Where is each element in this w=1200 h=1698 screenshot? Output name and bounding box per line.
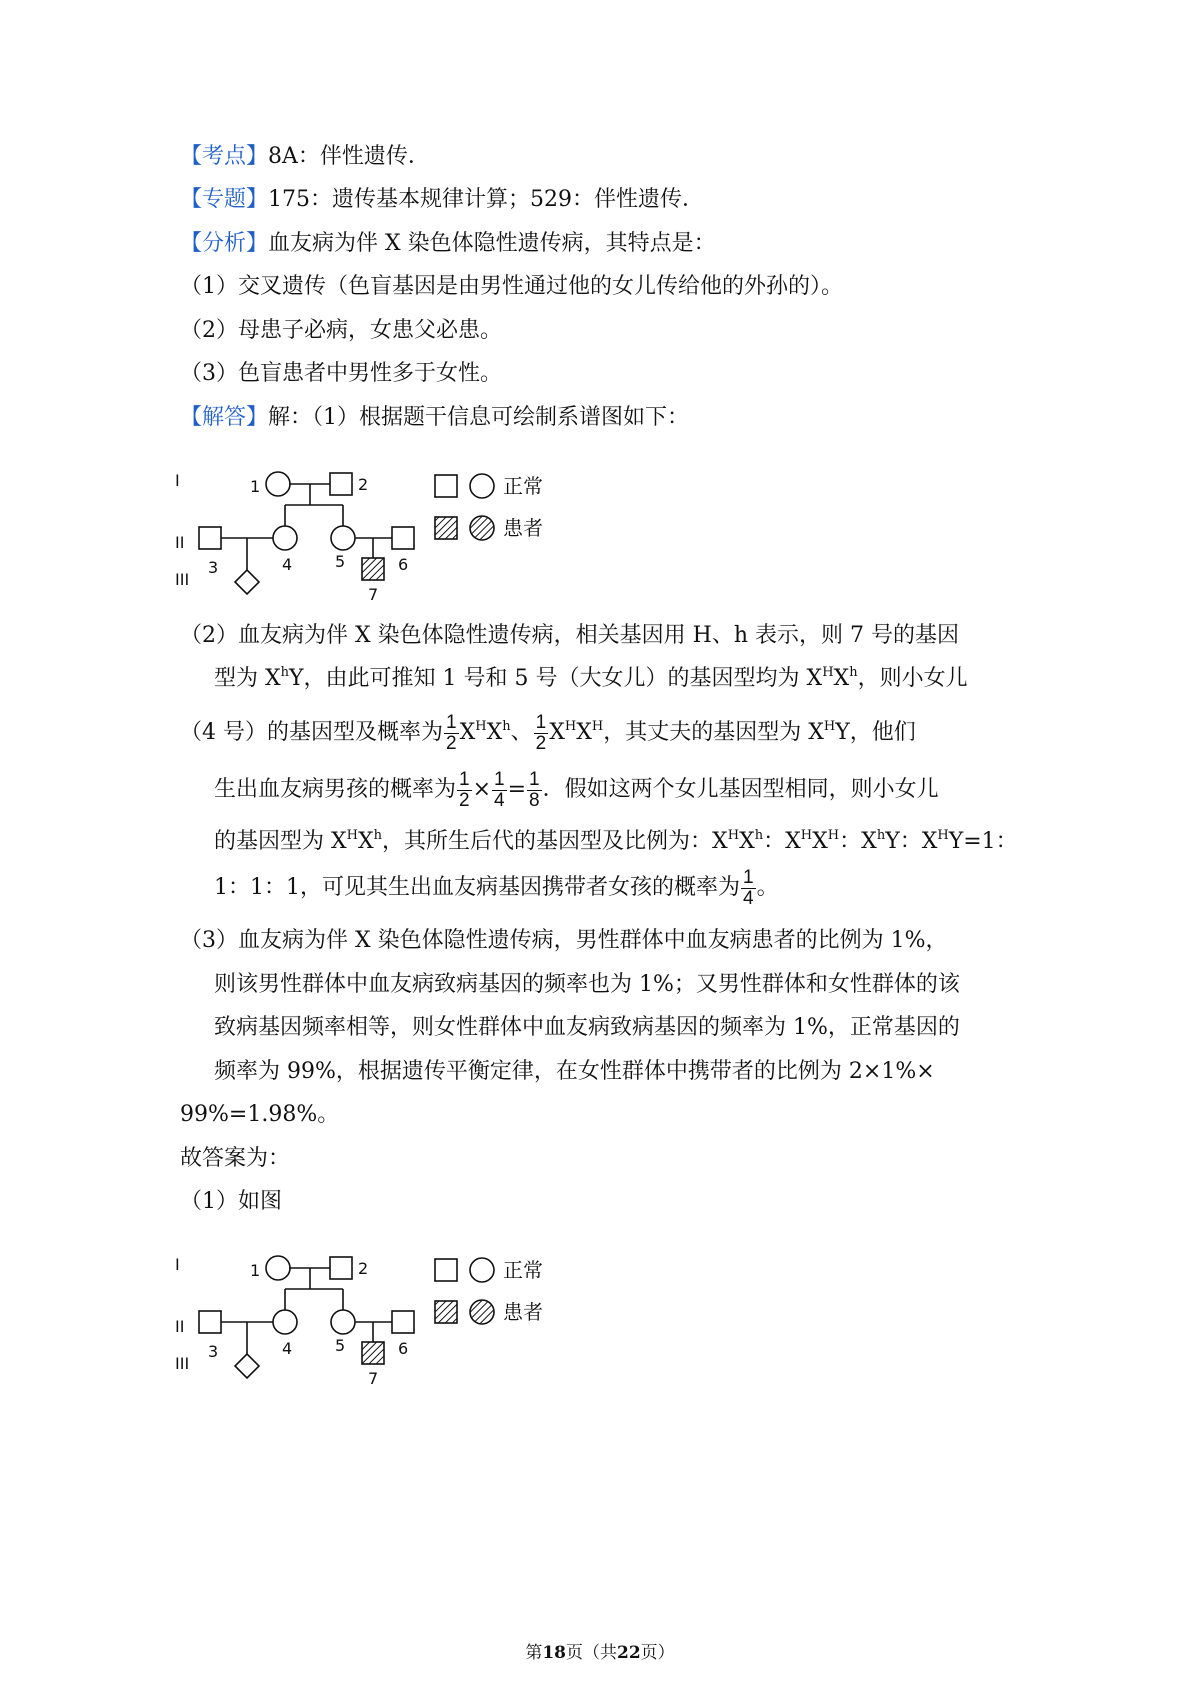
text-seg: 。: [756, 875, 779, 900]
individual-6-square: [392, 527, 414, 549]
pedigree-diagram-answer: [170, 1244, 590, 1394]
label-5: 5: [335, 552, 346, 571]
fenxi-text: 血友病为伴 X 染色体隐性遗传病，其特点是：: [268, 231, 716, 256]
individual-1-circle: [266, 472, 290, 496]
page-number: 18: [542, 1643, 566, 1663]
text-seg: X: [459, 720, 476, 745]
fraction-one-half: [444, 713, 459, 754]
fraction-one-quarter: [741, 868, 756, 909]
generation-label-I: I: [175, 471, 180, 490]
generation-label-I: I: [175, 1255, 180, 1274]
superscript: h: [849, 665, 858, 680]
superscript: H: [727, 828, 740, 843]
text-seg: X: [812, 829, 828, 854]
total-pages: 22: [617, 1643, 641, 1663]
unknown-child-diamond: [235, 1354, 259, 1378]
zhuanti-tag: 【专题】: [180, 187, 269, 212]
generation-label-III: III: [175, 1354, 190, 1373]
part3-line-4: 频率为 99%，根据遗传平衡定律，在女性群体中携带者的比例为 2×1%×: [214, 1059, 935, 1084]
text-seg: 型为 X: [214, 666, 281, 691]
part2-line-2: [214, 664, 968, 694]
fraction-denominator: 2: [535, 732, 547, 754]
label-6: 6: [398, 1339, 409, 1358]
fenxi-line: [180, 229, 716, 259]
text-seg: ，其所生后代的基因型及比例为：X: [382, 829, 728, 854]
part3-line-2: 则该男性群体中血友病致病基因的频率也为 1%；又男性群体和女性群体的该: [214, 972, 960, 997]
fraction-numerator: 1: [459, 768, 470, 790]
legend-affected-square: [435, 517, 457, 539]
text-seg: ．假如这两个女儿基因型相同，则小女儿: [542, 777, 939, 802]
label-2: 2: [358, 475, 369, 494]
jieda-tag: 【解答】: [180, 405, 269, 430]
part3-line-3: 致病基因频率相等，则女性群体中血友病致病基因的频率为 1%，正常基因的: [214, 1015, 960, 1040]
superscript: h: [373, 828, 383, 843]
zhuanti-line: [180, 185, 704, 215]
label-1: 1: [250, 1261, 261, 1280]
jieda-line: [180, 403, 689, 433]
legend-affected-label: 患者: [503, 516, 543, 540]
label-3: 3: [208, 1342, 219, 1361]
part2-line-3: [180, 711, 916, 755]
superscript: H: [823, 719, 836, 734]
individual-4-circle: [273, 526, 297, 550]
generation-label-II: II: [175, 533, 185, 552]
part2-line-6: [214, 866, 779, 910]
legend-normal-square: [435, 1259, 457, 1281]
fraction-denominator: 2: [459, 789, 470, 811]
text-seg: 生出血友病男孩的概率为: [214, 777, 457, 802]
part3-line-5: 99%=1.98%。: [180, 1102, 340, 1127]
label-4: 4: [282, 1339, 293, 1358]
individual-5-circle: [331, 1310, 355, 1334]
individual-3-square: [199, 1311, 221, 1333]
individual-5-circle: [331, 526, 355, 550]
legend-normal-circle: [470, 474, 494, 498]
legend-affected-square: [435, 1301, 457, 1323]
label-7: 7: [368, 585, 379, 604]
label-3: 3: [208, 558, 219, 577]
text-seg: X: [549, 720, 565, 745]
text-seg: X: [358, 829, 374, 854]
fraction-one-half: [534, 713, 549, 754]
label-1: 1: [250, 477, 261, 496]
zhuanti-text: 175：遗传基本规律计算；529：伴性遗传．: [268, 187, 704, 212]
answer-title: 故答案为：: [180, 1146, 291, 1171]
footer-text: 页（共: [566, 1643, 617, 1663]
fenxi-point-2: （2）母患子必病，女患父必患。: [180, 318, 502, 343]
legend-normal-square: [435, 475, 457, 497]
individual-1-circle: [266, 1256, 290, 1280]
superscript: h: [280, 665, 290, 680]
individual-3-square: [199, 527, 221, 549]
kaodian-line: [180, 142, 430, 172]
text-seg: X: [833, 666, 850, 691]
label-6: 6: [398, 555, 409, 574]
label-7: 7: [368, 1369, 379, 1388]
individual-7-affected-square: [362, 558, 384, 580]
legend-normal-label: 正常: [503, 1258, 543, 1282]
legend-affected-circle: [470, 1300, 494, 1324]
text-seg: Y=1：: [948, 829, 1018, 854]
individual-6-square: [392, 1311, 414, 1333]
superscript: H: [475, 719, 487, 734]
footer-text: 页）: [640, 1643, 675, 1663]
superscript: H: [800, 828, 813, 843]
part2-line-1: （2）血友病为伴 X 染色体隐性遗传病，相关基因用 H、h 表示，则 7 号的基因: [180, 623, 959, 648]
text-seg: （4 号）的基因型及概率为: [180, 720, 443, 745]
individual-2-square: [330, 473, 352, 495]
superscript: h: [876, 828, 886, 843]
superscript: H: [591, 719, 604, 734]
legend-normal-label: 正常: [503, 474, 543, 498]
superscript: H: [564, 719, 577, 734]
fenxi-point-1: （1）交叉遗传（色盲基因是由男性通过他的女儿传给他的外孙的）。: [180, 274, 843, 299]
fraction-denominator: 4: [494, 789, 505, 811]
legend-affected-label: 患者: [503, 1300, 543, 1324]
part2-line-5: [214, 827, 1018, 857]
fraction-denominator: 2: [446, 732, 457, 754]
fraction-denominator: 8: [529, 789, 540, 811]
generation-label-II: II: [175, 1317, 185, 1336]
text-seg: X: [739, 829, 755, 854]
text-seg: ：X: [763, 829, 801, 854]
fraction-numerator: 1: [535, 711, 547, 733]
superscript: h: [502, 719, 511, 734]
legend-affected-circle: [470, 516, 494, 540]
text-seg: Y，他们: [835, 720, 916, 745]
times-sign: ×: [472, 777, 492, 802]
kaodian-text: 8A：伴性遗传．: [268, 144, 430, 169]
superscript: H: [346, 828, 358, 843]
text-seg: 1：1：1，可见其生出血友病基因携带者女孩的概率为: [214, 875, 740, 900]
text-seg: 、: [510, 720, 533, 745]
label-5: 5: [335, 1336, 346, 1355]
superscript: H: [822, 665, 834, 680]
individual-2-square: [330, 1257, 352, 1279]
part3-line-1: （3）血友病为伴 X 染色体隐性遗传病，男性群体中血友病患者的比例为 1%，: [180, 928, 948, 953]
page-footer: [0, 1638, 1200, 1663]
fenxi-tag: 【分析】: [180, 231, 269, 256]
text-seg: X: [576, 720, 592, 745]
text-seg: Y：X: [885, 829, 938, 854]
kaodian-tag: 【考点】: [180, 144, 269, 169]
text-seg: 的基因型为 X: [214, 829, 347, 854]
legend-normal-circle: [470, 1258, 494, 1282]
pedigree-diagram: [170, 460, 590, 610]
fenxi-point-3: （3）色盲患者中男性多于女性。: [180, 361, 502, 386]
answer-item-1: （1）如图: [180, 1189, 282, 1214]
fraction-one-eighth: [527, 770, 542, 811]
individual-7-affected-square: [362, 1342, 384, 1364]
label-2: 2: [358, 1259, 369, 1278]
fraction-numerator: 1: [446, 711, 457, 733]
equals-sign: =: [507, 777, 527, 802]
superscript: h: [754, 828, 764, 843]
fraction-numerator: 1: [529, 768, 540, 790]
fraction-numerator: 1: [743, 866, 754, 888]
superscript: H: [827, 828, 840, 843]
text-seg: Y，由此可推知 1 号和 5 号（大女儿）的基因型均为 X: [289, 666, 823, 691]
fraction-one-quarter: [492, 770, 507, 811]
generation-label-III: III: [175, 570, 190, 589]
text-seg: X: [486, 720, 503, 745]
text-seg: ：X: [839, 829, 877, 854]
text-seg: ，则小女儿: [857, 666, 968, 691]
label-4: 4: [282, 555, 293, 574]
fraction-numerator: 1: [494, 768, 505, 790]
individual-4-circle: [273, 1310, 297, 1334]
part2-line-4: [214, 768, 939, 812]
fraction-denominator: 4: [743, 887, 754, 909]
unknown-child-diamond: [235, 570, 259, 594]
superscript: H: [937, 828, 949, 843]
fraction-one-half: [457, 770, 472, 811]
footer-text: 第: [525, 1643, 543, 1663]
jieda-text: 解：（1）根据题干信息可绘制系谱图如下：: [268, 405, 690, 430]
text-seg: ，其丈夫的基因型为 X: [603, 720, 824, 745]
